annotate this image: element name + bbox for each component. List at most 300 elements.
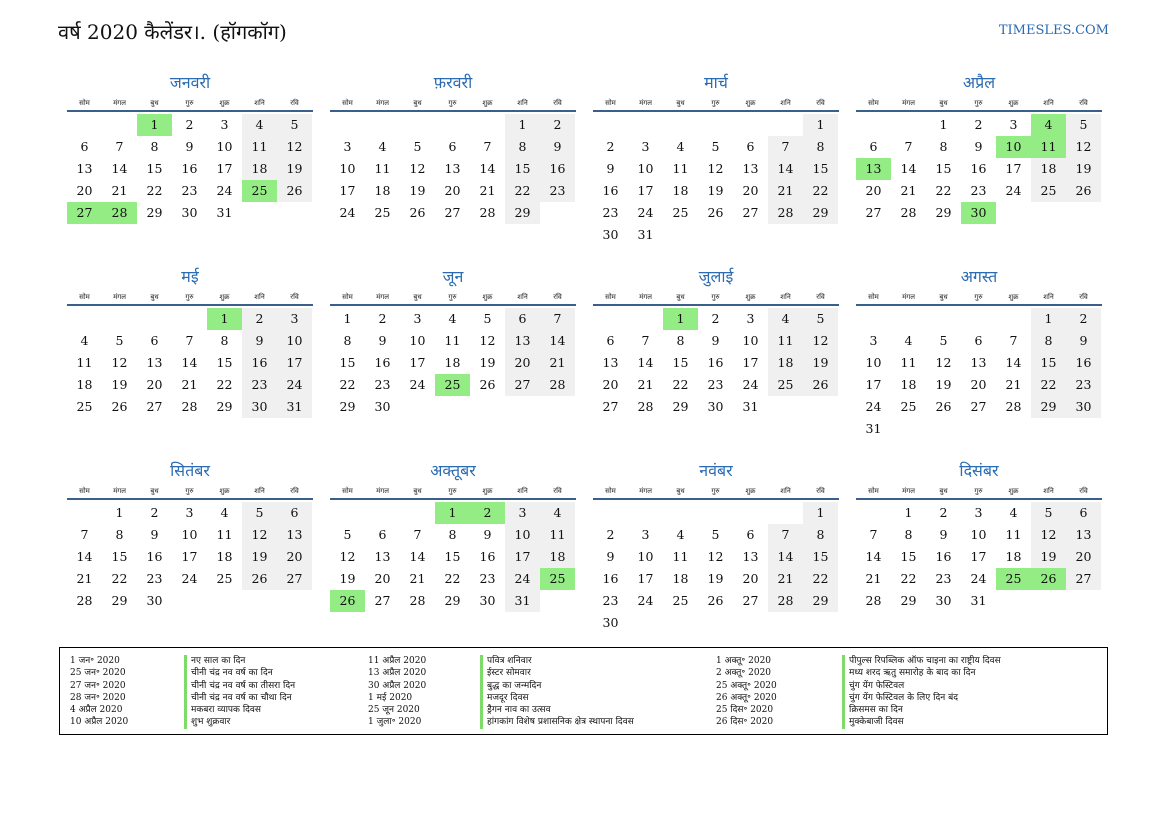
- weekday-label: शनि: [517, 487, 528, 495]
- weekday-header: [593, 96, 839, 112]
- day-cell: 13: [505, 330, 540, 352]
- day-cell: 20: [374, 571, 391, 586]
- day-cell: 16: [181, 161, 198, 176]
- day-cell: 29: [803, 202, 838, 224]
- day-cell: 11: [242, 136, 277, 158]
- day-cell: 30: [1066, 396, 1101, 418]
- day-cell: 10: [181, 527, 198, 542]
- day-cell: 23: [602, 205, 619, 220]
- day-cell: 28: [768, 202, 803, 224]
- weekday-label: शनि: [1043, 487, 1054, 495]
- empty-cell: [172, 308, 207, 330]
- legend-dates-column: [368, 655, 426, 729]
- day-cell: 21: [768, 180, 803, 202]
- day-cell: 9: [606, 161, 615, 176]
- weekday-label: बुध: [939, 99, 948, 107]
- day-cell: 17: [742, 355, 759, 370]
- day-cell: 5: [413, 139, 422, 154]
- legend-date: 26 दिस॰ 2020: [716, 717, 774, 728]
- day-cell: 2: [185, 117, 194, 132]
- day-cell: 8: [939, 139, 948, 154]
- weekday-label: मंगल: [113, 99, 126, 107]
- weekday-label: मंगल: [376, 99, 389, 107]
- day-cell: 3: [277, 308, 312, 330]
- days-grid: [856, 502, 1102, 612]
- day-cell: 17: [637, 571, 654, 586]
- weekday-header: [330, 96, 576, 112]
- day-cell: 24: [970, 571, 987, 586]
- weekday-label: शनि: [780, 99, 791, 107]
- day-cell: 24: [409, 377, 426, 392]
- day-cell: 5: [1066, 114, 1101, 136]
- day-cell: 3: [1009, 117, 1018, 132]
- day-cell: 12: [479, 333, 496, 348]
- day-cell: 13: [602, 355, 619, 370]
- empty-cell: [733, 502, 768, 524]
- legend-names-column: [842, 655, 1001, 729]
- day-cell: 15: [803, 158, 838, 180]
- day-cell: 15: [444, 549, 461, 564]
- day-cell: 22: [146, 183, 163, 198]
- day-cell: 4: [242, 114, 277, 136]
- day-cell: 14: [1005, 355, 1022, 370]
- day-cell: 1: [803, 114, 838, 136]
- day-cell: 11: [672, 549, 689, 564]
- day-cell: 1: [343, 311, 352, 326]
- month-name: सितंबर: [170, 461, 210, 480]
- weekday-header: [67, 290, 313, 306]
- day-cell: 12: [277, 136, 312, 158]
- empty-cell: [628, 308, 663, 330]
- day-cell: 29: [1031, 396, 1066, 418]
- day-cell: 13: [970, 355, 987, 370]
- day-cell: 27: [146, 399, 163, 414]
- day-cell: 31: [216, 205, 233, 220]
- weekday-label: सोम: [342, 99, 353, 107]
- day-cell: 18: [1005, 549, 1022, 564]
- day-cell: 29: [339, 399, 356, 414]
- day-cell: 30: [961, 202, 996, 224]
- day-cell: 27: [1066, 568, 1101, 590]
- weekday-label: शुक्र: [482, 293, 493, 301]
- weekday-label: मंगल: [376, 487, 389, 495]
- day-cell: 10: [742, 333, 759, 348]
- month-block: [593, 460, 839, 634]
- day-cell: 20: [742, 571, 759, 586]
- day-cell: 7: [80, 527, 89, 542]
- day-cell: 12: [803, 330, 838, 352]
- day-cell: 27: [67, 202, 102, 224]
- day-cell: 11: [900, 355, 917, 370]
- weekday-label: शनि: [1043, 99, 1054, 107]
- day-cell: 14: [865, 549, 882, 564]
- day-cell: 21: [479, 183, 496, 198]
- weekday-label: मंगल: [902, 99, 915, 107]
- day-cell: 9: [378, 333, 387, 348]
- legend-date: 26 अक्तू॰ 2020: [716, 692, 777, 703]
- weekday-label: शुक्र: [1008, 99, 1019, 107]
- day-cell: 19: [1066, 158, 1101, 180]
- days-grid: [856, 114, 1102, 224]
- day-cell: 24: [1005, 183, 1022, 198]
- page-title: वर्ष 2020 कैलेंडर।. (हॉगकॉग): [58, 20, 287, 44]
- day-cell: 7: [904, 139, 913, 154]
- day-cell: 1: [803, 502, 838, 524]
- weekday-label: बुध: [150, 487, 159, 495]
- day-cell: 20: [277, 546, 312, 568]
- day-cell: 23: [970, 183, 987, 198]
- day-cell: 11: [76, 355, 93, 370]
- day-cell: 1: [939, 117, 948, 132]
- day-cell: 7: [1009, 333, 1018, 348]
- legend-holiday-name: चुंग येंग फेस्टिवल के लिए दिन बंद: [842, 692, 1001, 704]
- weekday-label: शनि: [254, 487, 265, 495]
- holiday-legend: [59, 647, 1108, 735]
- day-cell: 19: [1031, 546, 1066, 568]
- day-cell: 1: [904, 505, 913, 520]
- day-cell: 26: [479, 377, 496, 392]
- day-cell: 25: [76, 399, 93, 414]
- month-block: [593, 72, 839, 246]
- day-cell: 6: [150, 333, 159, 348]
- weekday-label: शनि: [517, 293, 528, 301]
- day-cell: 25: [242, 180, 277, 202]
- day-cell: 9: [483, 527, 492, 542]
- month-name: मई: [181, 267, 199, 286]
- day-cell: 14: [111, 161, 128, 176]
- legend-date: 1 मई 2020: [368, 692, 413, 703]
- day-cell: 21: [409, 571, 426, 586]
- day-cell: 11: [374, 161, 391, 176]
- weekday-label: बुध: [676, 99, 685, 107]
- day-cell: 17: [339, 183, 356, 198]
- day-cell: 25: [540, 568, 575, 590]
- month-block: [593, 266, 839, 418]
- day-cell: 13: [742, 549, 759, 564]
- weekday-label: बुध: [676, 293, 685, 301]
- day-cell: 18: [540, 546, 575, 568]
- day-cell: 4: [676, 527, 685, 542]
- weekday-label: मंगल: [113, 293, 126, 301]
- legend-holiday-name: चुंग येंग फेस्टिवल: [842, 680, 1001, 692]
- day-cell: 23: [707, 377, 724, 392]
- empty-cell: [365, 502, 400, 524]
- legend-holiday-name: मुक्केबाजी दिवस: [842, 716, 1001, 728]
- day-cell: 6: [505, 308, 540, 330]
- day-cell: 11: [1031, 136, 1066, 158]
- day-cell: 19: [707, 571, 724, 586]
- weekday-label: बुध: [413, 293, 422, 301]
- day-cell: 26: [277, 180, 312, 202]
- weekday-label: रवि: [290, 487, 299, 495]
- weekday-label: गुरु: [185, 487, 194, 495]
- day-cell: 3: [746, 311, 755, 326]
- empty-cell: [926, 308, 961, 330]
- days-grid: [593, 308, 839, 418]
- empty-cell: [856, 114, 891, 136]
- day-cell: 1: [137, 114, 172, 136]
- day-cell: 18: [76, 377, 93, 392]
- legend-names-column: [480, 655, 634, 729]
- empty-cell: [435, 114, 470, 136]
- day-cell: 2: [974, 117, 983, 132]
- day-cell: 7: [869, 527, 878, 542]
- empty-cell: [330, 502, 365, 524]
- day-cell: 25: [435, 374, 470, 396]
- day-cell: 8: [150, 139, 159, 154]
- month-name: जून: [442, 267, 464, 286]
- day-cell: 28: [1005, 399, 1022, 414]
- legend-holiday-name: चीनी चंद्र नव वर्ष का तीसरा दिन: [184, 680, 295, 692]
- empty-cell: [768, 502, 803, 524]
- day-cell: 18: [216, 549, 233, 564]
- legend-date: 25 जून 2020: [368, 705, 420, 716]
- day-cell: 4: [1031, 114, 1066, 136]
- day-cell: 25: [672, 205, 689, 220]
- weekday-label: रवि: [816, 293, 825, 301]
- day-cell: 22: [803, 568, 838, 590]
- day-cell: 12: [935, 355, 952, 370]
- empty-cell: [593, 502, 628, 524]
- day-cell: 23: [540, 180, 575, 202]
- day-cell: 14: [540, 330, 575, 352]
- weekday-header: [856, 290, 1102, 306]
- day-cell: 29: [672, 399, 689, 414]
- weekday-label: मंगल: [113, 487, 126, 495]
- day-cell: 1: [435, 502, 470, 524]
- day-cell: 21: [900, 183, 917, 198]
- day-cell: 16: [970, 161, 987, 176]
- legend-names-column: [184, 655, 295, 729]
- day-cell: 22: [444, 571, 461, 586]
- weekday-header: [856, 96, 1102, 112]
- day-cell: 30: [374, 399, 391, 414]
- day-cell: 29: [803, 590, 838, 612]
- day-cell: 22: [339, 377, 356, 392]
- weekday-label: रवि: [1079, 293, 1088, 301]
- day-cell: 4: [676, 139, 685, 154]
- empty-cell: [733, 114, 768, 136]
- day-cell: 18: [768, 352, 803, 374]
- day-cell: 22: [111, 571, 128, 586]
- day-cell: 27: [865, 205, 882, 220]
- legend-holiday-name: शुभ शुक्रवार: [184, 716, 295, 728]
- days-grid: [330, 114, 576, 224]
- day-cell: 18: [242, 158, 277, 180]
- day-cell: 6: [746, 527, 755, 542]
- day-cell: 10: [865, 355, 882, 370]
- day-cell: 25: [900, 399, 917, 414]
- day-cell: 16: [540, 158, 575, 180]
- day-cell: 21: [1005, 377, 1022, 392]
- month-block: [67, 460, 313, 612]
- day-cell: 13: [146, 355, 163, 370]
- empty-cell: [593, 114, 628, 136]
- day-cell: 13: [1066, 524, 1101, 546]
- day-cell: 23: [242, 374, 277, 396]
- day-cell: 14: [409, 549, 426, 564]
- day-cell: 28: [540, 374, 575, 396]
- day-cell: 29: [216, 399, 233, 414]
- day-cell: 2: [540, 114, 575, 136]
- day-cell: 2: [606, 139, 615, 154]
- empty-cell: [67, 308, 102, 330]
- weekday-label: शनि: [254, 293, 265, 301]
- empty-cell: [470, 114, 505, 136]
- day-cell: 28: [768, 590, 803, 612]
- day-cell: 26: [935, 399, 952, 414]
- day-cell: 7: [768, 524, 803, 546]
- empty-cell: [365, 114, 400, 136]
- weekday-label: शुक्र: [219, 487, 230, 495]
- day-cell: 24: [277, 374, 312, 396]
- legend-holiday-name: चीनी चंद्र नव वर्ष का चौथा दिन: [184, 692, 295, 704]
- day-cell: 18: [374, 183, 391, 198]
- day-cell: 26: [707, 205, 724, 220]
- day-cell: 22: [216, 377, 233, 392]
- day-cell: 19: [409, 183, 426, 198]
- day-cell: 3: [869, 333, 878, 348]
- day-cell: 31: [865, 421, 882, 436]
- day-cell: 25: [996, 568, 1031, 590]
- weekday-label: शुक्र: [219, 99, 230, 107]
- weekday-label: गुरु: [974, 99, 983, 107]
- weekday-label: सोम: [79, 293, 90, 301]
- day-cell: 29: [146, 205, 163, 220]
- day-cell: 23: [181, 183, 198, 198]
- day-cell: 15: [505, 158, 540, 180]
- month-name: अगस्त: [960, 267, 998, 286]
- day-cell: 13: [856, 158, 891, 180]
- site-link[interactable]: TIMESLES.COM: [998, 23, 1109, 38]
- weekday-label: गुरु: [185, 99, 194, 107]
- day-cell: 8: [1031, 330, 1066, 352]
- day-cell: 28: [637, 399, 654, 414]
- day-cell: 8: [803, 524, 838, 546]
- day-cell: 9: [1066, 330, 1101, 352]
- day-cell: 14: [76, 549, 93, 564]
- month-name: अप्रैल: [962, 73, 996, 92]
- legend-holiday-name: चीनी चंद्र नव वर्ष का दिन: [184, 667, 295, 679]
- day-cell: 23: [1066, 374, 1101, 396]
- day-cell: 5: [343, 527, 352, 542]
- day-cell: 8: [904, 527, 913, 542]
- legend-date: 13 अप्रैल 2020: [368, 668, 427, 679]
- day-cell: 8: [803, 136, 838, 158]
- day-cell: 6: [378, 527, 387, 542]
- day-cell: 25: [768, 374, 803, 396]
- day-cell: 16: [602, 571, 619, 586]
- day-cell: 21: [540, 352, 575, 374]
- day-cell: 3: [185, 505, 194, 520]
- day-cell: 14: [900, 161, 917, 176]
- weekday-label: सोम: [868, 293, 879, 301]
- day-cell: 10: [409, 333, 426, 348]
- month-block: [856, 460, 1102, 612]
- weekday-label: बुध: [150, 293, 159, 301]
- day-cell: 16: [935, 549, 952, 564]
- day-cell: 4: [448, 311, 457, 326]
- day-cell: 17: [865, 377, 882, 392]
- weekday-label: मंगल: [902, 293, 915, 301]
- day-cell: 28: [865, 593, 882, 608]
- day-cell: 22: [803, 180, 838, 202]
- day-cell: 28: [181, 399, 198, 414]
- weekday-label: सोम: [605, 293, 616, 301]
- legend-date: 25 जन॰ 2020: [70, 668, 126, 679]
- weekday-label: सोम: [605, 99, 616, 107]
- day-cell: 9: [150, 527, 159, 542]
- month-name: जुलाई: [698, 267, 734, 286]
- day-cell: 15: [146, 161, 163, 176]
- legend-holiday-name: नए साल का दिन: [184, 655, 295, 667]
- day-cell: 10: [637, 549, 654, 564]
- day-cell: 29: [935, 205, 952, 220]
- day-cell: 15: [935, 161, 952, 176]
- legend-date: 27 जन॰ 2020: [70, 680, 126, 691]
- day-cell: 15: [1031, 352, 1066, 374]
- day-cell: 20: [970, 377, 987, 392]
- weekday-label: मंगल: [639, 487, 652, 495]
- weekday-label: शुक्र: [219, 293, 230, 301]
- day-cell: 6: [746, 139, 755, 154]
- day-cell: 5: [1031, 502, 1066, 524]
- day-cell: 21: [111, 183, 128, 198]
- day-cell: 9: [711, 333, 720, 348]
- days-grid: [593, 502, 839, 634]
- weekday-label: रवि: [553, 487, 562, 495]
- empty-cell: [330, 114, 365, 136]
- day-cell: 10: [505, 524, 540, 546]
- weekday-label: रवि: [1079, 487, 1088, 495]
- day-cell: 17: [216, 161, 233, 176]
- day-cell: 3: [641, 527, 650, 542]
- day-cell: 9: [606, 549, 615, 564]
- legend-holiday-name: क्रिसमस का दिन: [842, 704, 1001, 716]
- month-block: [67, 266, 313, 418]
- day-cell: 10: [637, 161, 654, 176]
- weekday-header: [67, 484, 313, 500]
- day-cell: 15: [900, 549, 917, 564]
- empty-cell: [400, 114, 435, 136]
- weekday-label: गुरु: [448, 293, 457, 301]
- day-cell: 1: [115, 505, 124, 520]
- weekday-label: सोम: [605, 487, 616, 495]
- day-cell: 25: [1031, 180, 1066, 202]
- day-cell: 23: [374, 377, 391, 392]
- weekday-header: [67, 96, 313, 112]
- day-cell: 14: [181, 355, 198, 370]
- day-cell: 10: [970, 527, 987, 542]
- day-cell: 3: [641, 139, 650, 154]
- weekday-label: बुध: [676, 487, 685, 495]
- day-cell: 30: [935, 593, 952, 608]
- day-cell: 9: [540, 136, 575, 158]
- day-cell: 30: [602, 227, 619, 242]
- day-cell: 13: [76, 161, 93, 176]
- day-cell: 22: [900, 571, 917, 586]
- empty-cell: [628, 114, 663, 136]
- empty-cell: [856, 502, 891, 524]
- day-cell: 3: [974, 505, 983, 520]
- legend-date: 1 अक्तू॰ 2020: [716, 656, 772, 666]
- month-name: फ़रवरी: [433, 73, 473, 92]
- days-grid: [593, 114, 839, 246]
- day-cell: 20: [865, 183, 882, 198]
- day-cell: 7: [641, 333, 650, 348]
- day-cell: 19: [242, 546, 277, 568]
- day-cell: 31: [970, 593, 987, 608]
